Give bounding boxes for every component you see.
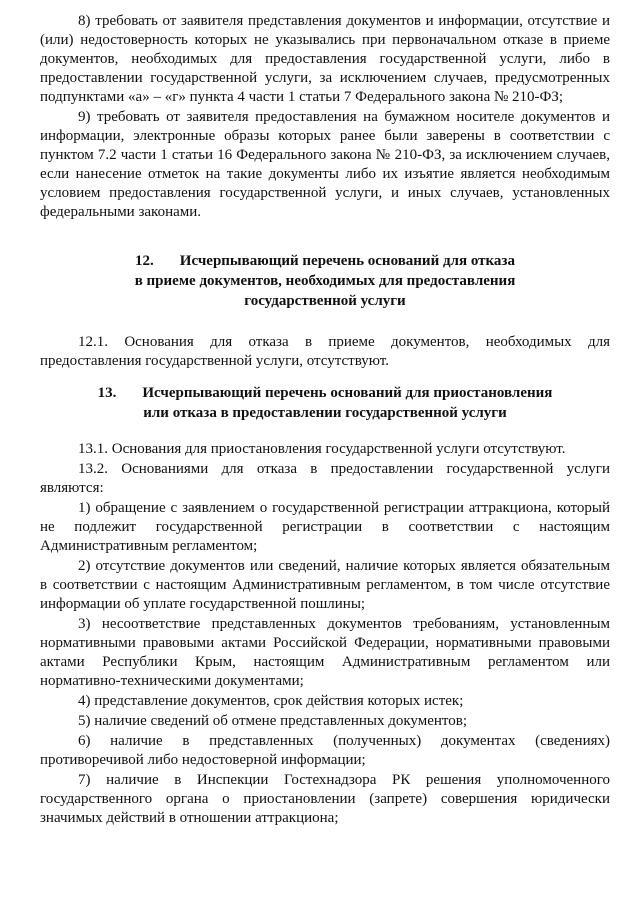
paragraph-item-8: 8) требовать от заявителя представления документов и информации, отсутствие и (или) недостоверность которых не указывались при первоначальном отказе в приеме документов, необходимых для предоставления государственной услуги, либо в предоставлении государственной услуги, за исключением случаев, предусмотренных подпунктами «а» – «г» пункта 4 части 1 статьи 7 Федерального закона № 210-ФЗ; [40,13,610,105]
list-item-2: 2) отсутствие документов или сведений, наличие которых является обязательным в соответствии с настоящим Административным регламентом, в том числе отсутствие информации об уплате государственной пошлины; [40,558,610,612]
paragraph-item-9: 9) требовать от заявителя предоставления на бумажном носителе документов и информации, электронные образы которых ранее были заверены в соответствии с пунктом 7.2 части 1 статьи 16 Федерального закона № 210-ФЗ, за исключением случаев, если нанесение отметок на такие документы либо их изъятие является необходимым условием предоставления государственной услуги, и иных случаев, установленных федеральными законами. [40,109,610,220]
section-13-title-text-1: Исчерпывающий перечень оснований для приостановления [142,385,553,401]
paragraph-12-1: 12.1. Основания для отказа в приеме документов, необходимых для предоставления государственной услуги, отсутствуют. [40,334,610,369]
list-item-7: 7) наличие в Инспекции Гостехнадзора РК решения уполномоченного государственного органа о приостановлении (запрете) совершения юридически значимых действий в отношении аттракциона; [40,772,610,826]
section-12-title-line-2: в приеме документов, необходимых для предоставления [134,273,516,289]
list-item-4: 4) представление документов, срок действия которых истек; [78,693,464,709]
section-12-title-line-1 [40,251,610,271]
section-13-heading [40,383,610,423]
section-13-title-line-2: или отказа в предоставлении государственной услуги [143,405,507,421]
section-13-number: 13. [97,385,117,401]
section-13-title-line-1 [40,383,610,403]
section-12-heading [40,251,610,311]
paragraph-13-1: 13.1. Основания для приостановления государственной услуги отсутствуют. [78,441,566,457]
section-12-number: 12. [135,253,154,269]
section-12-title-text-1: Исчерпывающий перечень оснований для отказа [179,253,515,269]
list-item-5: 5) наличие сведений об отмене представленных документов; [78,713,467,729]
paragraph-13-2: 13.2. Основаниями для отказа в предоставлении государственной услуги являются: [40,461,610,496]
list-item-3: 3) несоответствие представленных документов требованиям, установленным нормативными правовыми актами Российской Федерации, нормативными правовыми актами Республики Крым, настоящим Административным регламентом или нормативно-техническими документами; [40,616,610,689]
list-item-1: 1) обращение с заявлением о государственной регистрации аттракциона, который не подлежит государственной регистрации в соответствии с настоящим Административным регламентом; [40,500,610,554]
section-12-title-line-3: государственной услуги [244,293,406,309]
list-item-6: 6) наличие в представленных (полученных) документах (сведениях) противоречивой либо недостоверной информации; [40,733,610,768]
